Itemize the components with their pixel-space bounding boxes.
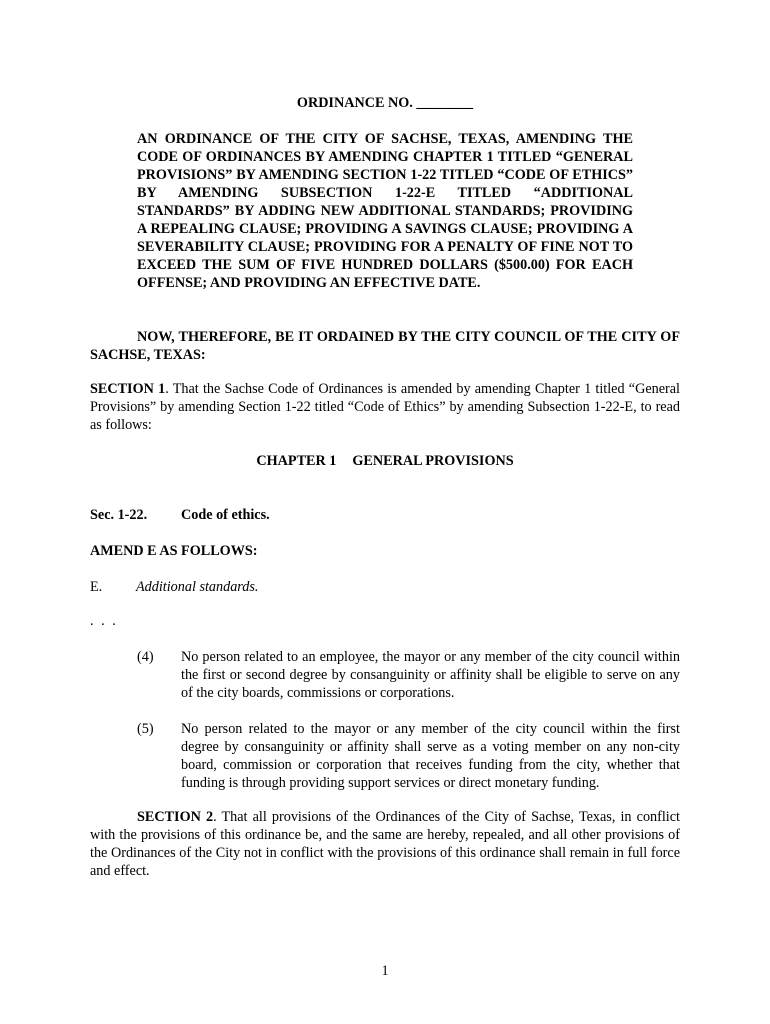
item-5-number: (5) <box>137 721 154 737</box>
subsection-heading <box>90 578 258 596</box>
item-4-text: No person related to an employee, the mayor or any member of the city council within the first or second degree by consanguinity or affinity shall be eligible to serve on any of the city boards, commissions or corporations. <box>181 649 680 701</box>
section-2-text: . That all provisions of the Ordinances of the City of Sachse, Texas, in conflict with the provisions of this ordinance be, and the same are hereby, repealed, and all other provisions of the Ordinances of the City not in conflict with the provisions of this ordinance shall remain in full force and effect. <box>90 809 680 879</box>
section-2-paragraph <box>90 808 680 880</box>
ordinance-title: ORDINANCE NO. ________ <box>296 95 474 111</box>
section-1-text: . That the Sachse Code of Ordinances is amended by amending Chapter 1 titled “General Provisions” by amending Section 1-22 titled “Code of Ethics” by amending Subsection 1-22-E, to read as follows: <box>90 381 680 433</box>
section-1-label: SECTION 1 <box>90 381 166 397</box>
section-1-paragraph <box>90 380 680 434</box>
subsection-label: E. <box>90 579 103 595</box>
ellipsis: . . . <box>90 613 118 629</box>
chapter-heading <box>0 452 770 470</box>
section-2-label: SECTION 2 <box>137 809 214 825</box>
chapter-title: GENERAL PROVISIONS <box>352 453 514 469</box>
amend-heading: AMEND E AS FOLLOWS: <box>90 543 258 559</box>
subsection-title: Additional standards. <box>136 579 259 595</box>
ordinance-caption: AN ORDINANCE OF THE CITY OF SACHSE, TEXAS, AMENDING THE CODE OF ORDINANCES BY AMENDING CHAPTER 1 TITLED “GENERAL PROVISIONS” BY AMENDING SECTION 1-22 TITLED “CODE OF ETHICS” BY AMENDING SUBSECTION 1-22-E TITLED “ADDITIONAL STANDARDS” BY ADDING NEW ADDITIONAL STANDARDS; PROVIDING A REPEALING CLAUSE; PROVIDING A SAVINGS CLAUSE; PROVIDING A SEVERABILITY CLAUSE; PROVIDING FOR A PENALTY OF FINE NOT TO EXCEED THE SUM OF FIVE HUNDRED DOLLARS ($500.00) FOR EACH OFFENSE; AND PROVIDING AN EFFECTIVE DATE. <box>137 131 633 291</box>
enacting-clause: NOW, THEREFORE, BE IT ORDAINED BY THE CITY COUNCIL OF THE CITY OF SACHSE, TEXAS: <box>90 329 680 363</box>
item-5-text: No person related to the mayor or any member of the city council within the first degree by consanguinity or affinity shall serve as a voting member on any non-city board, commission or corporation that receives funding from the city, whether that funding is through providing support services or direct monetary funding. <box>181 721 680 791</box>
sec-heading <box>90 506 270 524</box>
sec-title: Code of ethics. <box>181 507 270 523</box>
sec-number: Sec. 1-22. <box>90 507 148 523</box>
page-number: 1 <box>381 963 389 979</box>
chapter-number: CHAPTER 1 <box>256 453 337 469</box>
item-4-number: (4) <box>137 649 154 665</box>
